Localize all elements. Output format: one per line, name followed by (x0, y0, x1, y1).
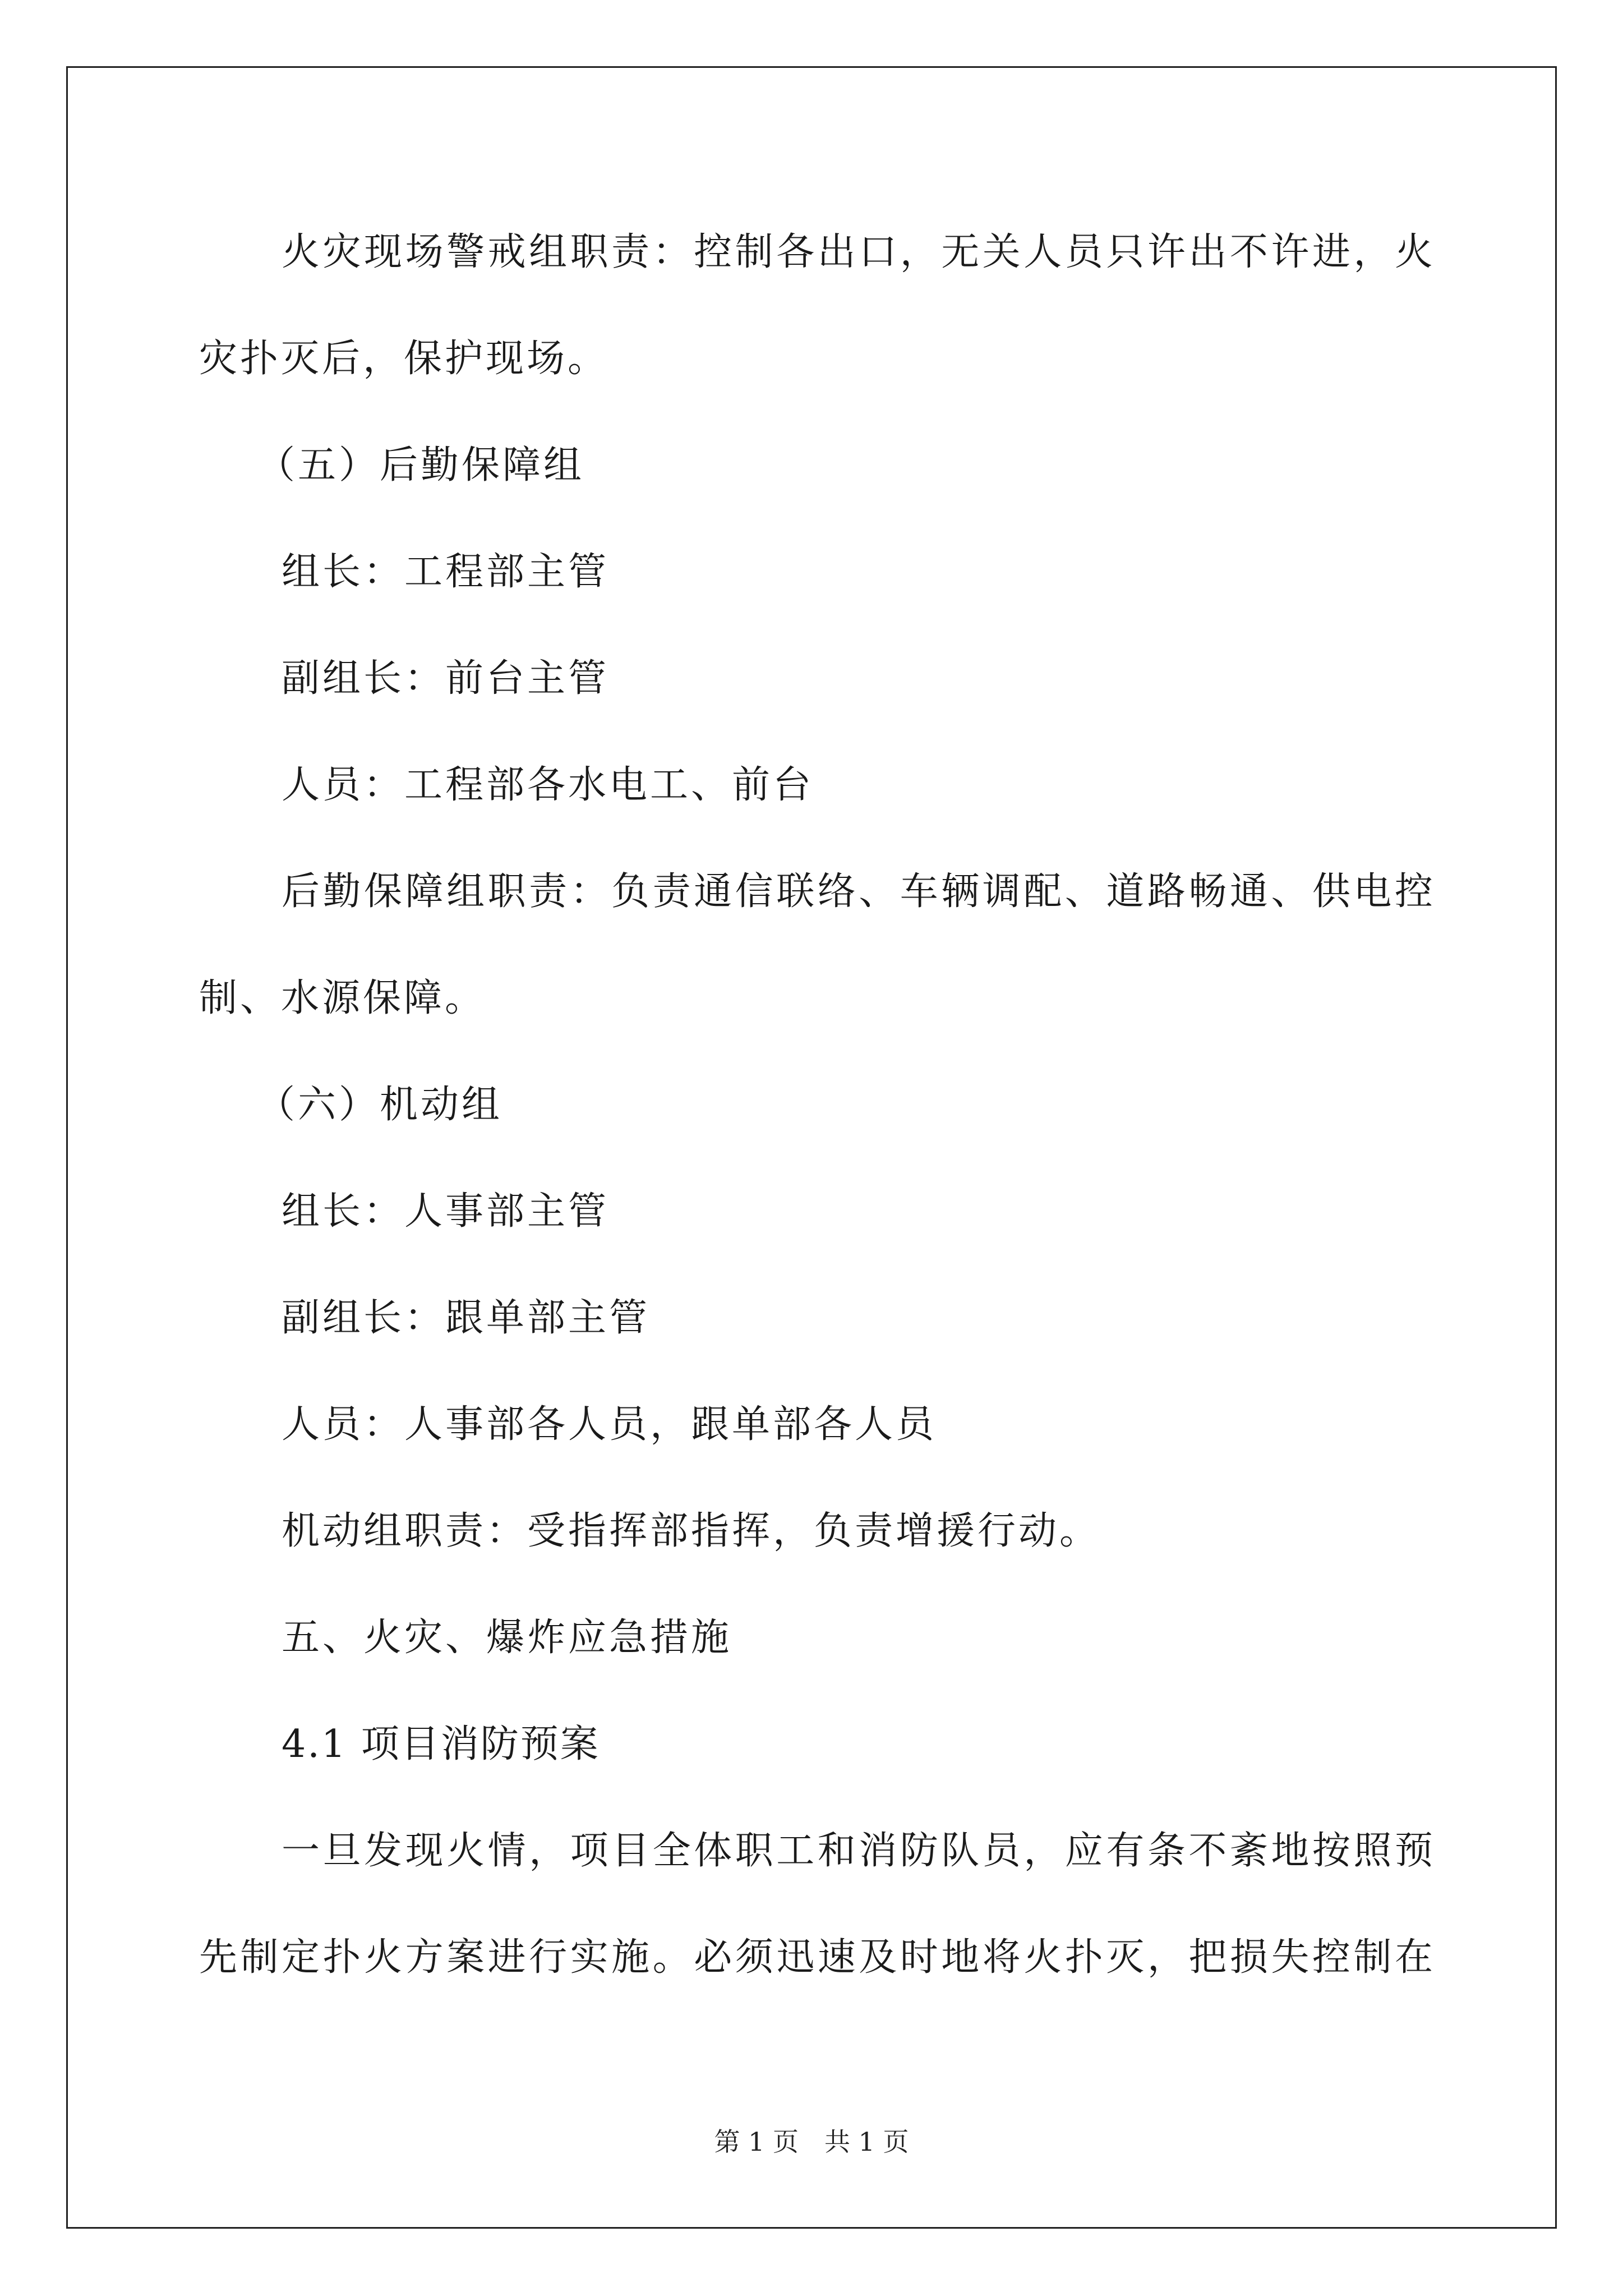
character: 体 (694, 1829, 732, 1873)
character: 按 (1312, 1829, 1350, 1873)
character: 失 (1271, 1935, 1310, 1980)
character: 通 (694, 869, 732, 914)
character: 联 (776, 869, 815, 914)
page-border (66, 66, 1557, 2229)
character: 只 (1106, 230, 1145, 274)
character: 现 (405, 1829, 444, 1873)
character: 扑 (1064, 1935, 1103, 1980)
character: 一 (282, 1829, 320, 1873)
character: 许 (1147, 230, 1186, 274)
paragraph-line (199, 1935, 1433, 1980)
paragraph-line (282, 1829, 1433, 1874)
character: 信 (735, 869, 773, 914)
character: 防 (900, 1829, 938, 1873)
paragraph-line (282, 869, 1433, 914)
character: 无 (941, 230, 980, 274)
character: 条 (1147, 1829, 1186, 1873)
character: 制 (735, 230, 773, 274)
paragraph-line: 组长：工程部主管 (282, 550, 610, 594)
character: 道 (1106, 869, 1145, 914)
character: ， (1023, 1829, 1062, 1873)
character: 控 (1394, 869, 1433, 914)
character: 通 (1229, 869, 1268, 914)
character: 络 (817, 869, 856, 914)
character: 进 (487, 1935, 526, 1980)
character: ， (1353, 230, 1392, 274)
character: 出 (1188, 230, 1227, 274)
character: 灭 (1106, 1935, 1145, 1980)
character: 、 (859, 869, 897, 914)
character: 责 (611, 230, 650, 274)
character: 全 (652, 1829, 691, 1873)
character: 地 (1271, 1829, 1310, 1873)
character: 警 (446, 230, 485, 274)
character: 制 (240, 1935, 279, 1980)
character: 须 (735, 1935, 773, 1980)
character: 控 (1312, 1935, 1350, 1980)
paragraph-line: 人员：人事部各人员，跟单部各人员 (282, 1402, 937, 1447)
character: 紊 (1229, 1829, 1268, 1873)
character: 口 (859, 230, 897, 274)
character: 目 (611, 1829, 650, 1873)
character: 火 (446, 1829, 485, 1873)
section-heading: 五、火灾、爆炸应急措施 (282, 1616, 732, 1660)
character: 实 (570, 1935, 608, 1980)
character: 火 (1394, 230, 1433, 274)
character: 损 (1229, 1935, 1268, 1980)
character: ： (652, 230, 691, 274)
character: 有 (1106, 1829, 1145, 1873)
character: 调 (982, 869, 1021, 914)
character: 职 (487, 869, 526, 914)
paragraph-line (282, 230, 1433, 275)
paragraph-line: 副组长：前台主管 (282, 656, 610, 701)
character: 案 (446, 1935, 485, 1980)
character: 组 (446, 869, 485, 914)
character: 地 (941, 1935, 980, 1980)
character: 路 (1147, 869, 1186, 914)
character: 职 (570, 230, 608, 274)
character: 畅 (1188, 869, 1227, 914)
character: 。 (652, 1935, 691, 1980)
character: 保 (364, 869, 403, 914)
character: 应 (1064, 1829, 1103, 1873)
character: 配 (1023, 869, 1062, 914)
character: 及 (859, 1935, 897, 1980)
character: ： (570, 869, 608, 914)
character: 工 (776, 1829, 815, 1873)
character: 场 (405, 230, 444, 274)
character: ， (900, 230, 938, 274)
character: 将 (982, 1935, 1021, 1980)
character: 后 (282, 869, 320, 914)
section-heading: （五）后勤保障组 (257, 443, 585, 487)
character: 必 (694, 1935, 732, 1980)
character: 、 (1271, 869, 1310, 914)
character: 辆 (941, 869, 980, 914)
paragraph-line: 副组长：跟单部主管 (282, 1296, 651, 1340)
character: 人 (1023, 230, 1062, 274)
character: 车 (900, 869, 938, 914)
character: 预 (1394, 1829, 1433, 1873)
character: 进 (1312, 230, 1350, 274)
section-heading: （六）机动组 (257, 1083, 503, 1127)
paragraph-line: 制、水源保障。 (199, 976, 486, 1020)
character: 项 (570, 1829, 608, 1873)
character: 责 (529, 869, 568, 914)
character: 负 (611, 869, 650, 914)
character: 定 (282, 1935, 320, 1980)
character: 灾 (322, 230, 361, 274)
character: 火 (282, 230, 320, 274)
character: 火 (1023, 1935, 1062, 1980)
paragraph-line: 机动组职责：受指挥部指挥，负责增援行动。 (282, 1509, 1101, 1553)
character: ， (529, 1829, 568, 1873)
character: 员 (982, 1829, 1021, 1873)
character: 不 (1229, 230, 1268, 274)
character: 职 (735, 1829, 773, 1873)
character: 组 (529, 230, 568, 274)
character: 方 (405, 1935, 444, 1980)
character: 不 (1188, 1829, 1227, 1873)
character: 电 (1353, 869, 1392, 914)
character: 在 (1394, 1935, 1433, 1980)
character: 迅 (776, 1935, 815, 1980)
character: 旦 (322, 1829, 361, 1873)
character: 行 (529, 1935, 568, 1980)
character: 速 (817, 1935, 856, 1980)
character: 各 (776, 230, 815, 274)
character: 发 (364, 1829, 403, 1873)
character: 时 (900, 1935, 938, 1980)
character: 出 (817, 230, 856, 274)
character: 照 (1353, 1829, 1392, 1873)
character: 勤 (322, 869, 361, 914)
character: 许 (1271, 230, 1310, 274)
character: 先 (199, 1935, 238, 1980)
character: 戒 (487, 230, 526, 274)
character: 关 (982, 230, 1021, 274)
character: 队 (941, 1829, 980, 1873)
character: 情 (487, 1829, 526, 1873)
character: 施 (611, 1935, 650, 1980)
character: 障 (405, 869, 444, 914)
paragraph-line: 灾扑灭后，保护现场。 (199, 337, 609, 381)
character: 责 (652, 869, 691, 914)
paragraph-line: 人员：工程部各水电工、前台 (282, 763, 814, 807)
character: 扑 (322, 1935, 361, 1980)
character: 、 (1064, 869, 1103, 914)
character: 和 (817, 1829, 856, 1873)
character: 员 (1064, 230, 1103, 274)
character: 制 (1353, 1935, 1392, 1980)
character: 现 (364, 230, 403, 274)
character: 火 (364, 1935, 403, 1980)
character: 消 (859, 1829, 897, 1873)
character: ， (1147, 1935, 1186, 1980)
page-number-footer: 第 1 页 共 1 页 (714, 2127, 909, 2157)
character: 把 (1188, 1935, 1227, 1980)
character: 供 (1312, 869, 1350, 914)
character: 控 (694, 230, 732, 274)
paragraph-line: 组长：人事部主管 (282, 1189, 610, 1234)
section-heading: 4.1 项目消防预案 (282, 1722, 600, 1766)
